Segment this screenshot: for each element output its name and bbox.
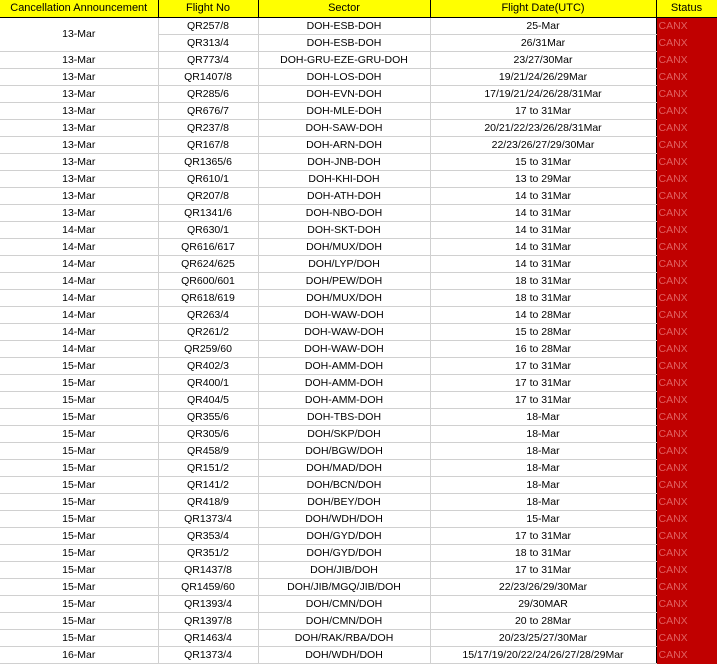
flight-no-cell: QR167/8 xyxy=(158,137,258,154)
sector-cell: DOH/CMN/DOH xyxy=(258,596,430,613)
flight-date-cell: 17 to 31Mar xyxy=(430,358,656,375)
flight-no-cell: QR355/6 xyxy=(158,409,258,426)
announcement-cell: 16-Mar xyxy=(0,647,158,664)
status-cell: CANX xyxy=(656,290,717,307)
table-row xyxy=(0,528,717,545)
announcement-cell: 14-Mar xyxy=(0,256,158,273)
header-sector: Sector xyxy=(258,0,430,18)
table-row xyxy=(0,545,717,562)
flight-no-cell: QR263/4 xyxy=(158,307,258,324)
flight-no-cell: QR1463/4 xyxy=(158,630,258,647)
status-cell: CANX xyxy=(656,256,717,273)
flight-no-cell: QR141/2 xyxy=(158,477,258,494)
flight-no-cell: QR404/5 xyxy=(158,392,258,409)
table-row xyxy=(0,562,717,579)
announcement-cell: 13-Mar xyxy=(0,171,158,188)
flight-no-cell: QR458/9 xyxy=(158,443,258,460)
flight-no-cell: QR402/3 xyxy=(158,358,258,375)
announcement-cell: 15-Mar xyxy=(0,426,158,443)
table-row xyxy=(0,18,717,35)
flight-no-cell: QR618/619 xyxy=(158,290,258,307)
table-row xyxy=(0,596,717,613)
sector-cell: DOH-KHI-DOH xyxy=(258,171,430,188)
sector-cell: DOH-GRU-EZE-GRU-DOH xyxy=(258,52,430,69)
flight-date-cell: 22/23/26/29/30Mar xyxy=(430,579,656,596)
sector-cell: DOH/LYP/DOH xyxy=(258,256,430,273)
status-cell: CANX xyxy=(656,18,717,35)
flight-no-cell: QR600/601 xyxy=(158,273,258,290)
status-cell: CANX xyxy=(656,494,717,511)
announcement-cell: 15-Mar xyxy=(0,511,158,528)
announcement-cell: 15-Mar xyxy=(0,545,158,562)
announcement-cell: 15-Mar xyxy=(0,630,158,647)
announcement-cell: 13-Mar xyxy=(0,154,158,171)
sector-cell: DOH-JNB-DOH xyxy=(258,154,430,171)
table-row xyxy=(0,630,717,647)
flight-date-cell: 18-Mar xyxy=(430,443,656,460)
flight-date-cell: 23/27/30Mar xyxy=(430,52,656,69)
flight-date-cell: 15 to 31Mar xyxy=(430,154,656,171)
status-cell: CANX xyxy=(656,103,717,120)
flight-no-cell: QR351/2 xyxy=(158,545,258,562)
flight-no-cell: QR353/4 xyxy=(158,528,258,545)
flight-date-cell: 19/21/24/26/29Mar xyxy=(430,69,656,86)
flight-no-cell: QR1373/4 xyxy=(158,647,258,664)
flight-date-cell: 20/21/22/23/26/28/31Mar xyxy=(430,120,656,137)
sector-cell: DOH-NBO-DOH xyxy=(258,205,430,222)
announcement-cell: 13-Mar xyxy=(0,103,158,120)
table-row xyxy=(0,86,717,103)
table-row xyxy=(0,120,717,137)
announcement-cell: 15-Mar xyxy=(0,579,158,596)
status-cell: CANX xyxy=(656,69,717,86)
table-row xyxy=(0,477,717,494)
flight-date-cell: 15-Mar xyxy=(430,511,656,528)
header-flight-no: Flight No xyxy=(158,0,258,18)
flight-date-cell: 26/31Mar xyxy=(430,35,656,52)
flight-no-cell: QR1365/6 xyxy=(158,154,258,171)
table-row xyxy=(0,494,717,511)
status-cell: CANX xyxy=(656,52,717,69)
announcement-cell: 14-Mar xyxy=(0,222,158,239)
table-row xyxy=(0,273,717,290)
sector-cell: DOH/BGW/DOH xyxy=(258,443,430,460)
status-cell: CANX xyxy=(656,613,717,630)
sector-cell: DOH-ESB-DOH xyxy=(258,18,430,35)
flight-no-cell: QR313/4 xyxy=(158,35,258,52)
table-row xyxy=(0,579,717,596)
sector-cell: DOH-WAW-DOH xyxy=(258,307,430,324)
flight-date-cell: 14 to 31Mar xyxy=(430,188,656,205)
flight-date-cell: 18-Mar xyxy=(430,477,656,494)
announcement-cell: 15-Mar xyxy=(0,613,158,630)
announcement-cell: 15-Mar xyxy=(0,528,158,545)
table-row xyxy=(0,137,717,154)
flight-no-cell: QR1393/4 xyxy=(158,596,258,613)
flight-no-cell: QR285/6 xyxy=(158,86,258,103)
sector-cell: DOH/MUX/DOH xyxy=(258,290,430,307)
sector-cell: DOH/BEY/DOH xyxy=(258,494,430,511)
announcement-cell: 14-Mar xyxy=(0,290,158,307)
table-body xyxy=(0,18,717,664)
announcement-cell: 15-Mar xyxy=(0,375,158,392)
status-cell: CANX xyxy=(656,630,717,647)
status-cell: CANX xyxy=(656,647,717,664)
status-cell: CANX xyxy=(656,341,717,358)
announcement-cell: 15-Mar xyxy=(0,460,158,477)
sector-cell: DOH-WAW-DOH xyxy=(258,324,430,341)
table-row xyxy=(0,52,717,69)
flight-date-cell: 25-Mar xyxy=(430,18,656,35)
announcement-cell: 15-Mar xyxy=(0,477,158,494)
table-row xyxy=(0,256,717,273)
status-cell: CANX xyxy=(656,426,717,443)
table-row xyxy=(0,103,717,120)
status-cell: CANX xyxy=(656,86,717,103)
announcement-cell: 15-Mar xyxy=(0,409,158,426)
announcement-cell: 13-Mar xyxy=(0,120,158,137)
flight-no-cell: QR630/1 xyxy=(158,222,258,239)
status-cell: CANX xyxy=(656,205,717,222)
flight-date-cell: 14 to 31Mar xyxy=(430,239,656,256)
sector-cell: DOH/MUX/DOH xyxy=(258,239,430,256)
announcement-cell: 15-Mar xyxy=(0,494,158,511)
table-row xyxy=(0,409,717,426)
status-cell: CANX xyxy=(656,460,717,477)
status-cell: CANX xyxy=(656,307,717,324)
status-cell: CANX xyxy=(656,222,717,239)
table-row xyxy=(0,222,717,239)
flight-date-cell: 17 to 31Mar xyxy=(430,528,656,545)
status-cell: CANX xyxy=(656,35,717,52)
header-row xyxy=(0,0,717,18)
table-row xyxy=(0,443,717,460)
sector-cell: DOH-MLE-DOH xyxy=(258,103,430,120)
flight-no-cell: QR1407/8 xyxy=(158,69,258,86)
sector-cell: DOH-LOS-DOH xyxy=(258,69,430,86)
status-cell: CANX xyxy=(656,562,717,579)
table-row xyxy=(0,511,717,528)
flight-date-cell: 16 to 28Mar xyxy=(430,341,656,358)
status-cell: CANX xyxy=(656,511,717,528)
flight-date-cell: 18-Mar xyxy=(430,409,656,426)
flight-date-cell: 29/30MAR xyxy=(430,596,656,613)
sector-cell: DOH/MAD/DOH xyxy=(258,460,430,477)
flight-no-cell: QR151/2 xyxy=(158,460,258,477)
announcement-cell: 15-Mar xyxy=(0,596,158,613)
flight-date-cell: 15/17/19/20/22/24/26/27/28/29Mar xyxy=(430,647,656,664)
flight-date-cell: 22/23/26/27/29/30Mar xyxy=(430,137,656,154)
announcement-cell: 15-Mar xyxy=(0,562,158,579)
table-row xyxy=(0,69,717,86)
flight-no-cell: QR259/60 xyxy=(158,341,258,358)
flight-date-cell: 18 to 31Mar xyxy=(430,290,656,307)
sector-cell: DOH/PEW/DOH xyxy=(258,273,430,290)
table-row xyxy=(0,239,717,256)
flight-no-cell: QR305/6 xyxy=(158,426,258,443)
status-cell: CANX xyxy=(656,477,717,494)
announcement-cell: 14-Mar xyxy=(0,307,158,324)
status-cell: CANX xyxy=(656,358,717,375)
sector-cell: DOH/JIB/MGQ/JIB/DOH xyxy=(258,579,430,596)
flight-no-cell: QR237/8 xyxy=(158,120,258,137)
table-row xyxy=(0,154,717,171)
flight-date-cell: 13 to 29Mar xyxy=(430,171,656,188)
sector-cell: DOH/WDH/DOH xyxy=(258,511,430,528)
announcement-cell: 15-Mar xyxy=(0,392,158,409)
announcement-cell: 13-Mar xyxy=(0,86,158,103)
table-row xyxy=(0,290,717,307)
status-cell: CANX xyxy=(656,171,717,188)
flight-no-cell: QR207/8 xyxy=(158,188,258,205)
status-cell: CANX xyxy=(656,324,717,341)
sector-cell: DOH-WAW-DOH xyxy=(258,341,430,358)
table-row xyxy=(0,613,717,630)
sector-cell: DOH/BCN/DOH xyxy=(258,477,430,494)
flight-date-cell: 18-Mar xyxy=(430,494,656,511)
table-row xyxy=(0,341,717,358)
announcement-cell: 14-Mar xyxy=(0,273,158,290)
flight-no-cell: QR676/7 xyxy=(158,103,258,120)
flight-no-cell: QR1373/4 xyxy=(158,511,258,528)
sector-cell: DOH-AMM-DOH xyxy=(258,392,430,409)
announcement-cell: 14-Mar xyxy=(0,239,158,256)
status-cell: CANX xyxy=(656,545,717,562)
status-cell: CANX xyxy=(656,579,717,596)
announcement-cell: 13-Mar xyxy=(0,52,158,69)
flight-date-cell: 15 to 28Mar xyxy=(430,324,656,341)
flight-date-cell: 17 to 31Mar xyxy=(430,562,656,579)
table-row xyxy=(0,460,717,477)
flight-date-cell: 14 to 31Mar xyxy=(430,256,656,273)
status-cell: CANX xyxy=(656,443,717,460)
header-flight-date: Flight Date(UTC) xyxy=(430,0,656,18)
sector-cell: DOH-TBS-DOH xyxy=(258,409,430,426)
flight-date-cell: 17 to 31Mar xyxy=(430,103,656,120)
flight-no-cell: QR261/2 xyxy=(158,324,258,341)
flight-date-cell: 17/19/21/24/26/28/31Mar xyxy=(430,86,656,103)
flight-date-cell: 17 to 31Mar xyxy=(430,375,656,392)
status-cell: CANX xyxy=(656,392,717,409)
flight-no-cell: QR257/8 xyxy=(158,18,258,35)
table-row xyxy=(0,307,717,324)
status-cell: CANX xyxy=(656,409,717,426)
flight-no-cell: QR1437/8 xyxy=(158,562,258,579)
sector-cell: DOH-ESB-DOH xyxy=(258,35,430,52)
flight-date-cell: 14 to 31Mar xyxy=(430,222,656,239)
flight-no-cell: QR610/1 xyxy=(158,171,258,188)
announcement-cell: 13-Mar xyxy=(0,205,158,222)
sector-cell: DOH/WDH/DOH xyxy=(258,647,430,664)
flight-date-cell: 18 to 31Mar xyxy=(430,545,656,562)
header-announcement: Cancellation Announcement xyxy=(0,0,158,18)
status-cell: CANX xyxy=(656,375,717,392)
table-row xyxy=(0,392,717,409)
sector-cell: DOH-AMM-DOH xyxy=(258,375,430,392)
sector-cell: DOH/CMN/DOH xyxy=(258,613,430,630)
announcement-cell: 15-Mar xyxy=(0,358,158,375)
flight-no-cell: QR624/625 xyxy=(158,256,258,273)
header-status: Status xyxy=(656,0,717,18)
status-cell: CANX xyxy=(656,120,717,137)
status-cell: CANX xyxy=(656,596,717,613)
sector-cell: DOH/GYD/DOH xyxy=(258,528,430,545)
table-row xyxy=(0,205,717,222)
status-cell: CANX xyxy=(656,154,717,171)
flight-no-cell: QR1341/6 xyxy=(158,205,258,222)
sector-cell: DOH-ATH-DOH xyxy=(258,188,430,205)
status-cell: CANX xyxy=(656,273,717,290)
announcement-cell: 13-Mar xyxy=(0,137,158,154)
announcement-cell: 14-Mar xyxy=(0,324,158,341)
sector-cell: DOH/SKP/DOH xyxy=(258,426,430,443)
flight-date-cell: 17 to 31Mar xyxy=(430,392,656,409)
flight-date-cell: 14 to 28Mar xyxy=(430,307,656,324)
announcement-cell: 13-Mar xyxy=(0,18,158,52)
flight-date-cell: 18-Mar xyxy=(430,460,656,477)
flight-no-cell: QR400/1 xyxy=(158,375,258,392)
announcement-cell: 13-Mar xyxy=(0,188,158,205)
flight-no-cell: QR1397/8 xyxy=(158,613,258,630)
table-row xyxy=(0,358,717,375)
flight-date-cell: 20 to 28Mar xyxy=(430,613,656,630)
table-row xyxy=(0,375,717,392)
table-row xyxy=(0,171,717,188)
announcement-cell: 14-Mar xyxy=(0,341,158,358)
sector-cell: DOH/RAK/RBA/DOH xyxy=(258,630,430,647)
flight-no-cell: QR1459/60 xyxy=(158,579,258,596)
sector-cell: DOH/GYD/DOH xyxy=(258,545,430,562)
sector-cell: DOH-ARN-DOH xyxy=(258,137,430,154)
flight-date-cell: 14 to 31Mar xyxy=(430,205,656,222)
flight-date-cell: 18 to 31Mar xyxy=(430,273,656,290)
status-cell: CANX xyxy=(656,239,717,256)
table-row xyxy=(0,324,717,341)
status-cell: CANX xyxy=(656,528,717,545)
sector-cell: DOH-SAW-DOH xyxy=(258,120,430,137)
sector-cell: DOH-EVN-DOH xyxy=(258,86,430,103)
sector-cell: DOH-AMM-DOH xyxy=(258,358,430,375)
announcement-cell: 13-Mar xyxy=(0,69,158,86)
table-row xyxy=(0,188,717,205)
flight-no-cell: QR773/4 xyxy=(158,52,258,69)
sector-cell: DOH-SKT-DOH xyxy=(258,222,430,239)
flight-no-cell: QR616/617 xyxy=(158,239,258,256)
flight-no-cell: QR418/9 xyxy=(158,494,258,511)
status-cell: CANX xyxy=(656,137,717,154)
flight-date-cell: 20/23/25/27/30Mar xyxy=(430,630,656,647)
sector-cell: DOH/JIB/DOH xyxy=(258,562,430,579)
flight-date-cell: 18-Mar xyxy=(430,426,656,443)
status-cell: CANX xyxy=(656,188,717,205)
table-row xyxy=(0,426,717,443)
announcement-cell: 15-Mar xyxy=(0,443,158,460)
